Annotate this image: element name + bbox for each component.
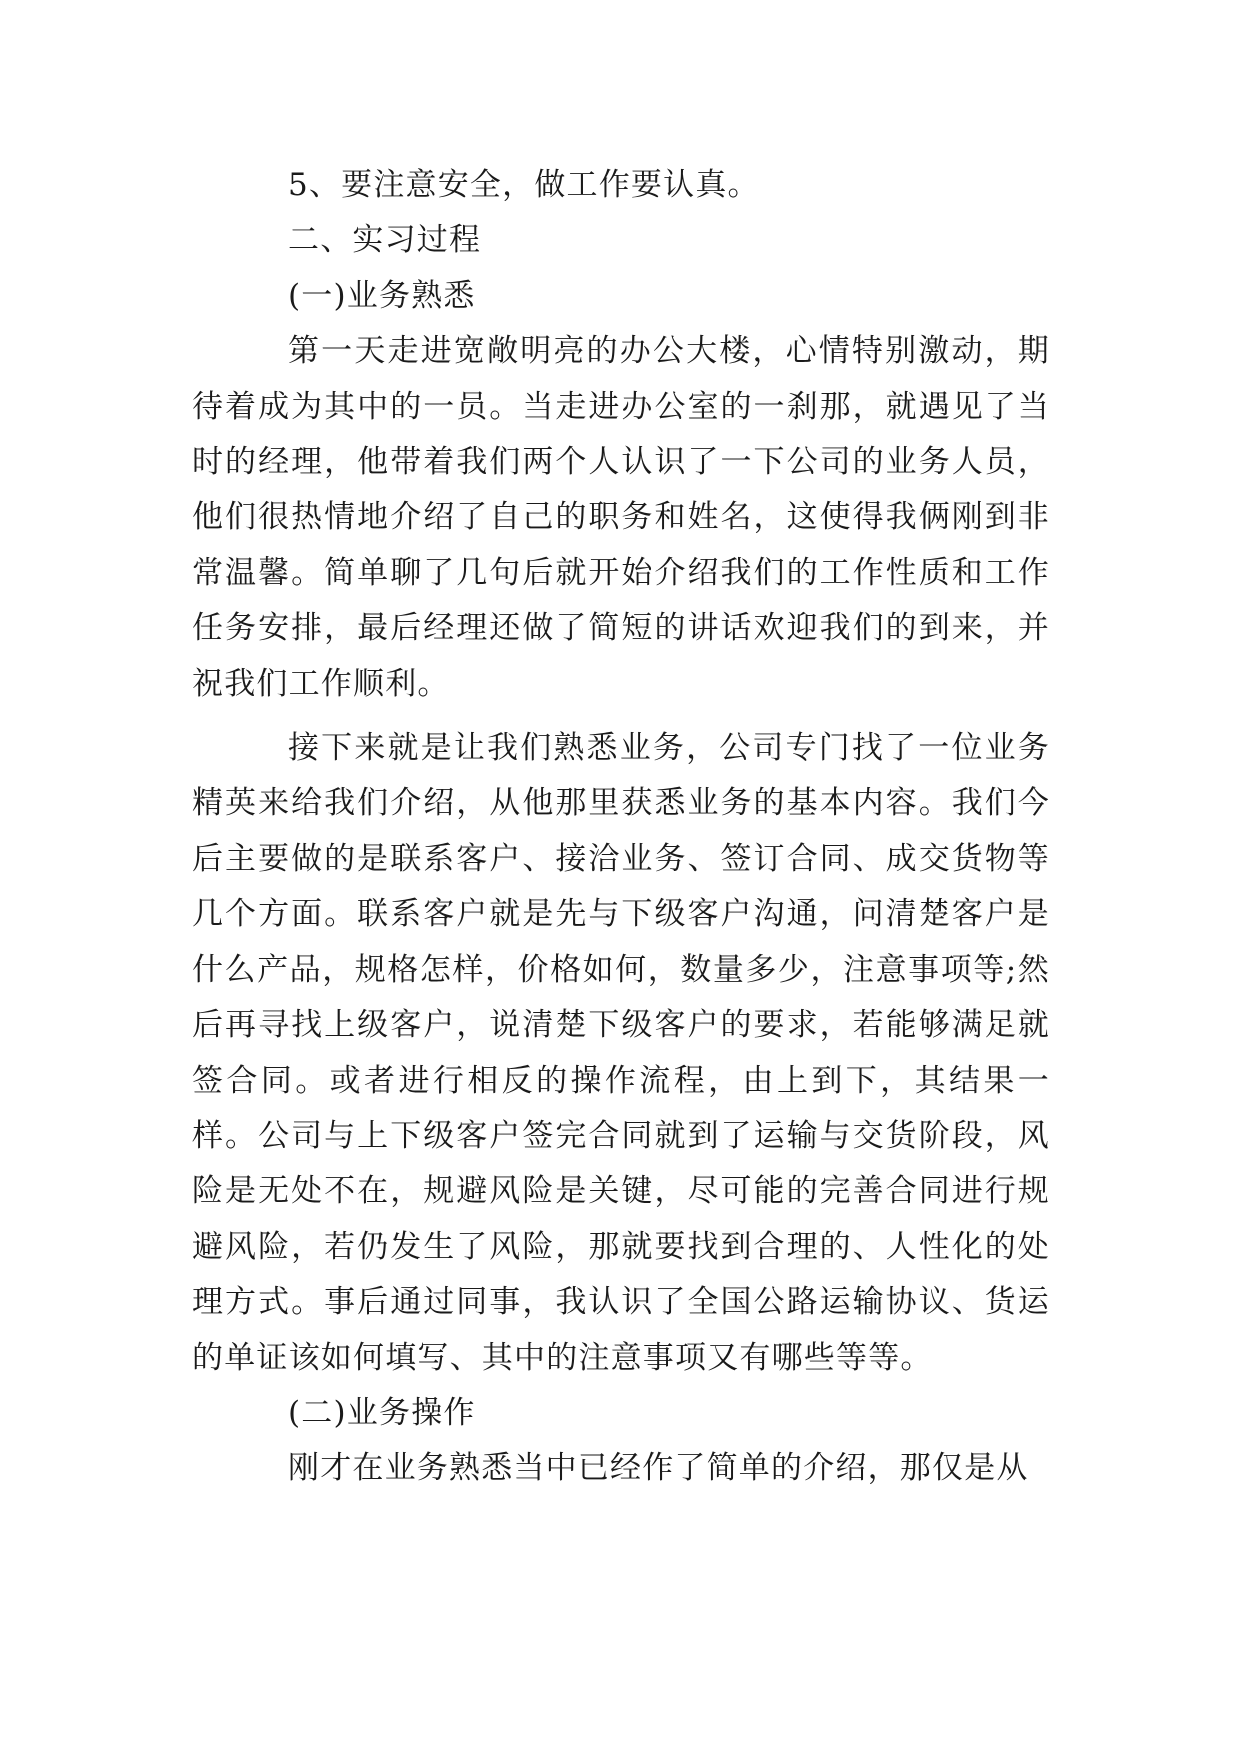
document-body: [192, 158, 1050, 1497]
paragraph-3: 刚才在业务熟悉当中已经作了简单的介绍，那仅是从: [288, 1450, 1029, 1487]
subsection-title-2: (二)业务操作: [288, 1394, 476, 1431]
paragraph-2: 接下来就是让我们熟悉业务，公司专门找了一位业务精英来给我们介绍，从他那里获悉业务的基本内容。我们今后主要做的是联系客户、接洽业务、签订合同、成交货物等几个方面。联系客户就是先与下级客户沟通，问清楚客户是什么产品，规格怎样，价格如何，数量多少，注意事项等;然后再寻找上级客户，说清楚下级客户的要求，若能够满足就签合同。或者进行相反的操作流程，由上到下，其结果一样。公司与上下级客户签完合同就到了运输与交货阶段，风险是无处不在，规避风险是关键，尽可能的完善合同进行规避风险，若仍发生了风险，那就要找到合理的、人性化的处理方式。事后通过同事，我认识了全国公路运输协议、货运的单证该如何填写、其中的注意事项又有哪些等等。: [192, 730, 1050, 1376]
paragraph-1: 第一天走进宽敞明亮的办公大楼，心情特别激动，期待着成为其中的一员。当走进办公室的一刹那，就遇见了当时的经理，他带着我们两个人认识了一下公司的业务人员，他们很热情地介绍了自己的职务和姓名，这使得我俩刚到非常温馨。简单聊了几句后就开始介绍我们的工作性质和工作任务安排，最后经理还做了简短的讲话欢迎我们的到来，并祝我们工作顺利。: [192, 333, 1050, 702]
subsection-title-1: (一)业务熟悉: [288, 277, 476, 314]
list-item-5: 5、要注意安全，做工作要认真。: [288, 167, 760, 203]
section-title: 二、实习过程: [288, 222, 482, 259]
